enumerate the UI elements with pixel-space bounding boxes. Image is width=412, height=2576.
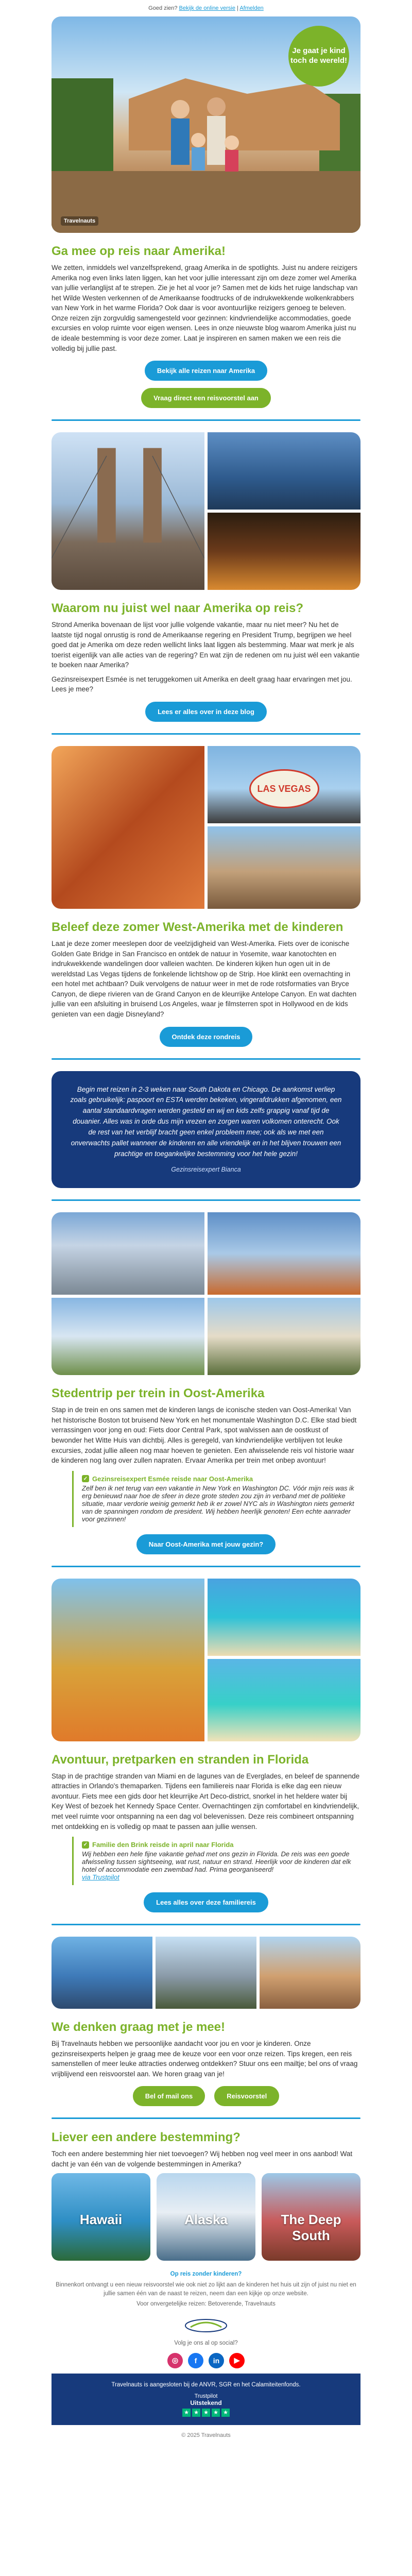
east-tip-title: Gezinsreisexpert Esmée reisde naar Oost-Amerika: [92, 1475, 253, 1483]
east-title: Stedentrip per trein in Oost-Amerika: [52, 1386, 265, 1401]
divider: [52, 733, 360, 735]
quote-text: Begin met reizen in 2-3 weken naar South Dakota en Chicago. De aankomst verliep zoals gebruikelijk: paspoort en ESTA werden bekeken, vingerafdrukken afgenomen, een aantal standaardvragen werden gesteld en wij en kids zelfs grappig vanaf tijd de douanier. Alles was in orde dus mijn vrezen en zorgen waren volkomen onterecht. Ook de rest van het verblijf bracht geen enkel probleem mee; ook als we met een onverwachts pallet wanneer de kinderen en alle vriendelijk en in het blijven trouwen een prachtige en toegankelijke bestemming voor het hele gezin!: [70, 1085, 342, 1158]
help-body: Bij Travelnauts hebben we persoonlijke aandacht voor jou en voor je kinderen. Onze gezinsreisexperts helpen je graag mee de keuze voor een voor onze reizen. Tips kregen, een reis samenstellen of meer leuke attracties onderweg ontdekken? Stuur ons een mailtje; bel ons of vraag vrijblijvend een reisvoorstel aan. We horen graag van je!: [52, 2040, 358, 2078]
social-icons: [52, 2353, 360, 2368]
divider: [52, 1058, 360, 1060]
east-tip-text: Zelf ben ik net terug van een vakantie in New York en Washington DC. Vóór mijn reis was ik erg benieuwd naar hoe de sfeer in deze grote steden zou zijn in verband met de politieke situatie, maar verdorie weinig gemerkt heb ik er zowel NYC als in Washington niets gemerkt van de spanningen rondom de president. Wij hebben heerlijk genoten! Een echte aanrader voor gezinnen!: [82, 1484, 354, 1523]
request-proposal-button[interactable]: Vraag direct een reisvoorstel aan: [141, 388, 271, 408]
social-title: Volg je ons al op social?: [174, 2340, 238, 2347]
help-collage: [52, 1937, 360, 2009]
tile-label: Alaska: [184, 2212, 228, 2228]
east-america-button[interactable]: Naar Oost-Amerika met jouw gezin?: [136, 1534, 276, 1554]
west-body: Laat je deze zomer meeslepen door de veelzijdigheid van West-Amerika. Fiets over de iconische Golden Gate Bridge in San Francisco en ontdek de natuur in Yosemite, waar kanotochten en indrukwekkende wandelingen door valleien wachten. De kinderen kijken hun ogen uit in de wereldstad Las Vegas tijdens de fonkelende lichtshow op de Strip. Hoe klinkt een overnachting in een hotel met achtbaan? Duik vervolgens de natuur weer in met de rode rotsformaties van Bryce Canyon, de diepe rivieren van de Grand Canyon en de kleurrijke Antelope Canyon. En wat dachten jullie van een afsluiting in bruisend Los Angeles, waar je filmsterren spot in Hollywood en de kids genieten van een dagje Disneyland?: [52, 940, 357, 1018]
photo-times-square: [208, 1212, 360, 1295]
intro-title: Ga mee op reis naar Amerika!: [52, 244, 226, 258]
facebook-icon[interactable]: f: [188, 2353, 203, 2368]
help-title: We denken graag met je mee!: [52, 2020, 226, 2035]
instagram-icon[interactable]: ◎: [167, 2353, 183, 2368]
quote-signature: Gezinsreisexpert Bianca: [171, 1165, 241, 1173]
unsubscribe-link[interactable]: Afmelden: [239, 5, 264, 11]
no-kids-more: Voor onvergetelijke reizen: Betoverende, Travelnauts: [136, 2301, 276, 2308]
why-signoff: Gezinsreisexpert Esmée is net teruggekomen uit Amerika en deelt graag haar ervaringen met jou. Lees je mee?: [52, 675, 352, 693]
star-icon: ★: [192, 2409, 200, 2417]
footer: [52, 2374, 360, 2425]
no-kids-question: Op reis zonder kinderen?: [170, 2271, 242, 2278]
photo-team-3: [260, 1937, 360, 2009]
florida-collage: [52, 1579, 360, 1741]
read-blog-button[interactable]: Lees er alles over in deze blog: [145, 702, 267, 722]
divider: [52, 1566, 360, 1567]
tile-label: The Deep South: [281, 2212, 341, 2244]
other-title: Liever een andere bestemming?: [52, 2130, 241, 2145]
photo-capitol: [208, 1298, 360, 1375]
check-icon: ✓: [82, 1475, 89, 1482]
testimonial-quote: [52, 1071, 360, 1189]
tile-deep-south[interactable]: [262, 2173, 360, 2261]
photo-theme-park: [52, 1579, 204, 1741]
trustpilot-link[interactable]: via Trustpilot: [82, 1873, 119, 1882]
florida-tip-text: Wij hebben een hele fijne vakantie gehad met ons gezin in Florida. De reis was een goede afwisseling tussen sightseeing, wat rust, natuur en strand. Heerlijk voor de kinderen dat elk hotel of accommodatie een zwembad had. Prima georganiseerd!: [82, 1850, 351, 1874]
las-vegas-label: LAS VEGAS: [257, 783, 311, 794]
florida-tip: [72, 1837, 360, 1885]
online-version-link[interactable]: Bekijk de online versie: [179, 5, 235, 11]
proposal-button[interactable]: Reisvoorstel: [214, 2086, 279, 2106]
tile-label: Hawaii: [79, 2212, 123, 2228]
photo-new-york: [52, 1212, 204, 1295]
bridge-icon: [52, 432, 204, 590]
divider: [52, 419, 360, 421]
divider: [52, 1199, 360, 1201]
other-body: Toch een andere bestemming hier niet toevoegen? Wij hebben nog veel meer in ons aanbod! Wat dacht je van één van de volgende bestemmingen in Amerika?: [52, 2150, 353, 2168]
photo-kids-beach: [208, 1659, 360, 1741]
footer-membership: Travelnauts is aangesloten bij de ANVR, SGR en het Calamiteitenfonds.: [111, 2381, 301, 2388]
east-body: Stap in de trein en ons samen met de kinderen langs de iconische steden van Oost-Amerika! Van het historische Boston tot bruisend New York en het monumentale Washington D.C. Elke stad biedt verrassingen voor jong en oud: Fiets door Central Park, spot walvissen aan de oostkust of bewonder het Witte Huis van dichtbij. Alles is geregeld, van kindvriendelijke verblijven tot leuke excursies, zodat jullie alleen nog maar hoeven te genieten. Een afwisselende reis vol historie waar de kinderen nog lang over zullen napraten. Ervaar Amerika per trein met onbep avontuur!: [52, 1406, 357, 1465]
star-icon: ★: [182, 2409, 191, 2417]
linkedin-icon[interactable]: in: [209, 2353, 224, 2368]
west-title: Beleef deze zomer West-Amerika met de kinderen: [52, 920, 344, 934]
west-collage: [52, 746, 360, 909]
florida-body: Stap in de prachtige stranden van Miami en de lagunes van de Everglades, en beleef de spannende attracties in Orlando's themaparken. Tijdens een familiereis naar Florida is elke dag een nieuw avontuur. Fiets mee een gids door het kleurrijke Art Deco-district, snorkel in het heldere water bij Key West of bezoek het Kennedy Space Center. Overnachtingen zijn comfortabel en kindvriendelijk, met veel ruimte voor ontspanning na een dag vol belevenissen. Deze reis combineert ontspanning met ontdekking en is volledig op maat te passen aan jullie wensen.: [52, 1772, 360, 1831]
trustpilot-stars: [182, 2409, 230, 2417]
photo-las-vegas-sign: [208, 746, 360, 823]
trustpilot-label: Trustpilot: [194, 2393, 218, 2399]
view-america-trips-button[interactable]: Bekijk alle reizen naar Amerika: [145, 361, 267, 381]
florida-trip-button[interactable]: Lees alles over deze familiereis: [144, 1892, 268, 1912]
photo-antelope-canyon: [52, 746, 204, 909]
photo-team-2: [156, 1937, 256, 2009]
florida-tip-title: Familie den Brink reisde in april naar Florida: [92, 1841, 234, 1849]
east-collage: [52, 1212, 360, 1375]
destination-tiles: [52, 2173, 360, 2261]
trustpilot-score: Uitstekend: [190, 2399, 222, 2406]
photo-team-1: [52, 1937, 152, 2009]
intro-body: We zetten, inmiddels wel vanzelfsprekend, graag Amerika in de spotlights. Juist nu andere reizigers Amerika nog even links laten liggen, kan het voor jullie interessant zijn om deze zomer wel Amerika van jullie verlanglijst af te strepen. Zie je het al voor je? Samen met de kids het ruige landschap van het Wilde Westen verkennen of de Amerikaanse foodtrucks of de indrukwekkende wolkenkrabbers van New York in het warme Florida? Ook daar is voor avontuurlijke reizigers genoeg te beleven. Onze reizen zijn zorgvuldig samengesteld voor gezinnen: kindvriendelijke accommodaties, goede excursies en volop ruimte voor eigen wensen. Lees in onze nieuwste blog waarom Amerika juist nu de ideale bestemming is voor deze zomer. Laat je inspireren en samen maken we een reis die volledig bij jullie past.: [52, 264, 358, 352]
check-icon: ✓: [82, 1841, 89, 1849]
divider: [52, 2117, 360, 2119]
tile-alaska[interactable]: [157, 2173, 255, 2261]
why-body: Strond Amerika bovenaan de lijst voor jullie volgende vakantie, maar nu niet meer? Nu het de laatste tijd nogal onrustig is rond de Amerikaanse regering en President Trump, begrijpen we heel goed dat je Amerika om deze reden wellicht links laat liggen als bestemming. Maar wat merk je als toerist eigenlijk van alle acties van de regering? En wat zijn de redenen om nu juist wél een vakantie te boeken naar Amerika?: [52, 621, 360, 669]
newsletter: [52, 0, 360, 2446]
topbar-text: Goed zien?: [148, 5, 179, 11]
star-icon: ★: [212, 2409, 220, 2417]
divider: [52, 1924, 360, 1925]
call-mail-button[interactable]: Bel of mail ons: [133, 2086, 205, 2106]
east-tip: [72, 1471, 360, 1527]
topbar: [52, 0, 360, 14]
photo-beach: [208, 1579, 360, 1656]
discover-tour-button[interactable]: Ontdek deze rondreis: [160, 1027, 253, 1047]
brand-logo: [52, 2317, 360, 2337]
topbar-separator: |: [235, 5, 240, 11]
photo-campfire: [208, 513, 360, 590]
youtube-icon[interactable]: ▶: [229, 2353, 245, 2368]
photo-bridge: [52, 432, 204, 590]
travelnauts-logo-icon: [183, 2317, 229, 2334]
star-icon: ★: [221, 2409, 230, 2417]
no-kids-body: Binnenkort ontvangt u een nieuw reisvoorstel wie ook niet zo lijkt aan de kinderen het huis uit zijn of juist nu niet en jullie samen één van de naast te reizen, neem dan een kijkje op onze website.: [56, 2282, 356, 2297]
star-icon: ★: [202, 2409, 210, 2417]
hero-logo: Travelnauts: [61, 216, 98, 226]
copyright: © 2025 Travelnauts: [181, 2432, 231, 2438]
tile-hawaii[interactable]: [52, 2173, 150, 2261]
florida-title: Avontuur, pretparken en stranden in Florida: [52, 1752, 309, 1767]
help-buttons: [52, 2086, 360, 2106]
photo-washington: [52, 1298, 204, 1375]
why-title: Waarom nu juist wel naar Amerika op reis?: [52, 601, 304, 616]
why-collage: [52, 432, 360, 590]
hero-image: [52, 16, 360, 233]
trustpilot-badge[interactable]: [182, 2393, 230, 2417]
photo-cityscape: [208, 432, 360, 510]
hero-badge: Je gaat je kind toch de wereld!: [288, 26, 349, 87]
photo-grand-canyon-family: [208, 826, 360, 909]
